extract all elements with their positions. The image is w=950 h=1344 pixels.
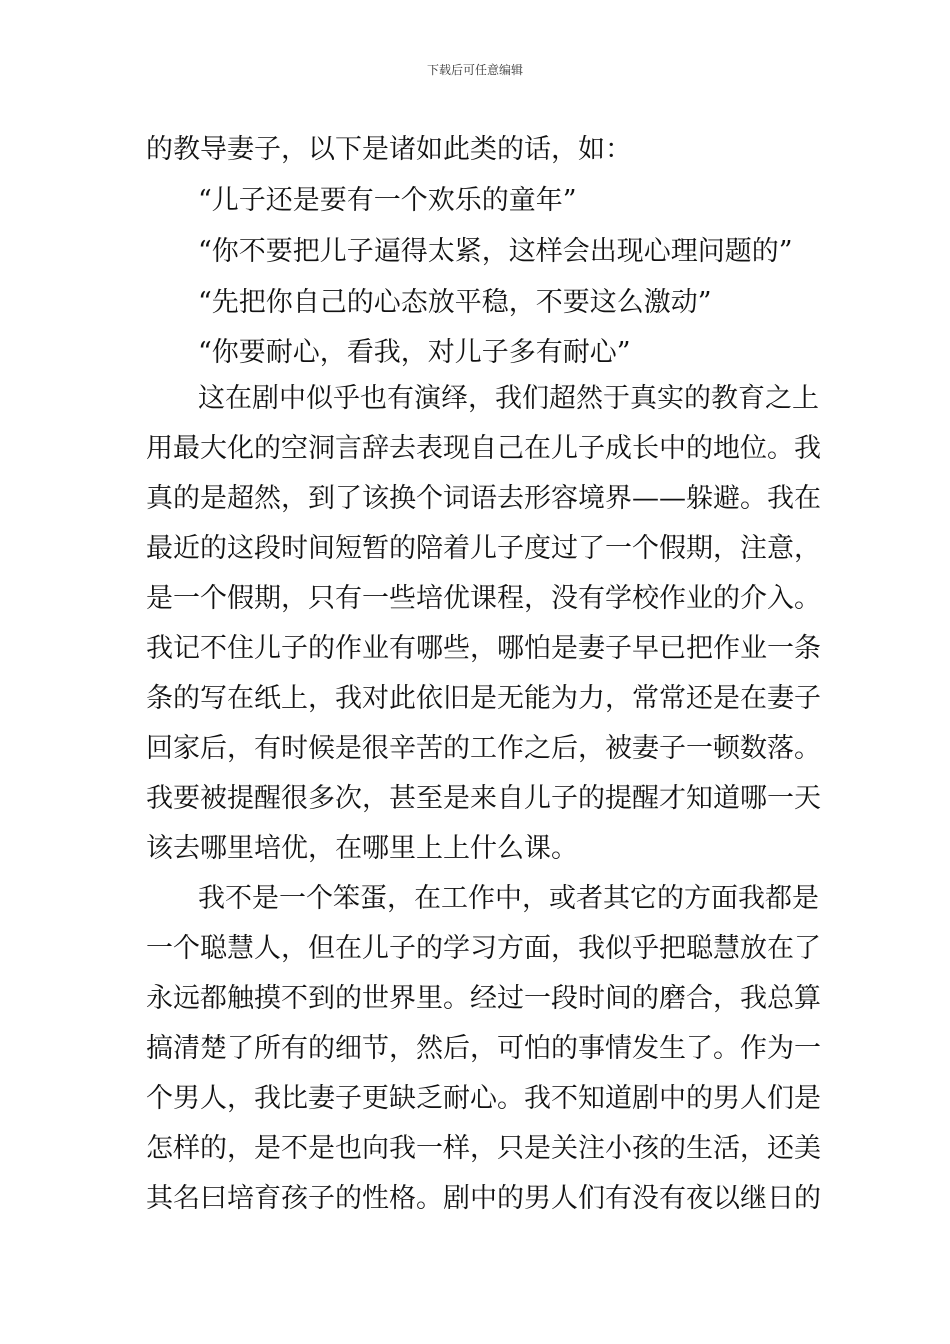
text-line: 用最大化的空洞言辞去表现自己在儿子成长中的地位。我 [146, 433, 821, 464]
quote-line: “你不要把儿子逼得太紧，这样会出现心理问题的” [198, 236, 793, 267]
quote-line: “你要耐心，看我，对儿子多有耐心” [198, 337, 631, 368]
text-line: 搞清楚了所有的细节，然后，可怕的事情发生了。作为一 [146, 1033, 821, 1064]
text-line: 的教导妻子，以下是诸如此类的话，如： [146, 134, 632, 165]
paragraph-first-line: 这在剧中似乎也有演绎，我们超然于真实的教育之上 [198, 383, 819, 414]
text-line: 真的是超然，到了该换个词语去形容境界——躲避。我在 [146, 483, 821, 514]
text-line: 条的写在纸上，我对此依旧是无能为力，常常还是在妻子 [146, 683, 821, 714]
page-header: 下载后可任意编辑 [426, 63, 523, 77]
text-line: 该去哪里培优，在哪里上上什么课。 [146, 833, 578, 864]
quote-line: “先把你自己的心态放平稳，不要这么激动” [198, 287, 712, 318]
text-line: 是一个假期，只有一些培优课程，没有学校作业的介入。 [146, 583, 821, 614]
text-line: 怎样的，是不是也向我一样，只是关注小孩的生活，还美 [146, 1133, 821, 1164]
text-line: 永远都触摸不到的世界里。经过一段时间的磨合，我总算 [146, 983, 821, 1014]
quote-line: “儿子还是要有一个欢乐的童年” [198, 185, 577, 216]
paragraph-first-line: 我不是一个笨蛋，在工作中，或者其它的方面我都是 [198, 883, 819, 914]
text-line: 我记不住儿子的作业有哪些，哪怕是妻子早已把作业一条 [146, 633, 821, 664]
text-line: 其名曰培育孩子的性格。剧中的男人们有没有夜以继日的 [146, 1183, 821, 1214]
text-line: 最近的这段时间短暂的陪着儿子度过了一个假期，注意， [146, 533, 821, 564]
text-line: 回家后，有时候是很辛苦的工作之后，被妻子一顿数落。 [146, 733, 821, 764]
text-line: 一个聪慧人，但在儿子的学习方面，我似乎把聪慧放在了 [146, 933, 821, 964]
text-line: 个男人，我比妻子更缺乏耐心。我不知道剧中的男人们是 [146, 1083, 821, 1114]
text-line: 我要被提醒很多次，甚至是来自儿子的提醒才知道哪一天 [146, 783, 821, 814]
